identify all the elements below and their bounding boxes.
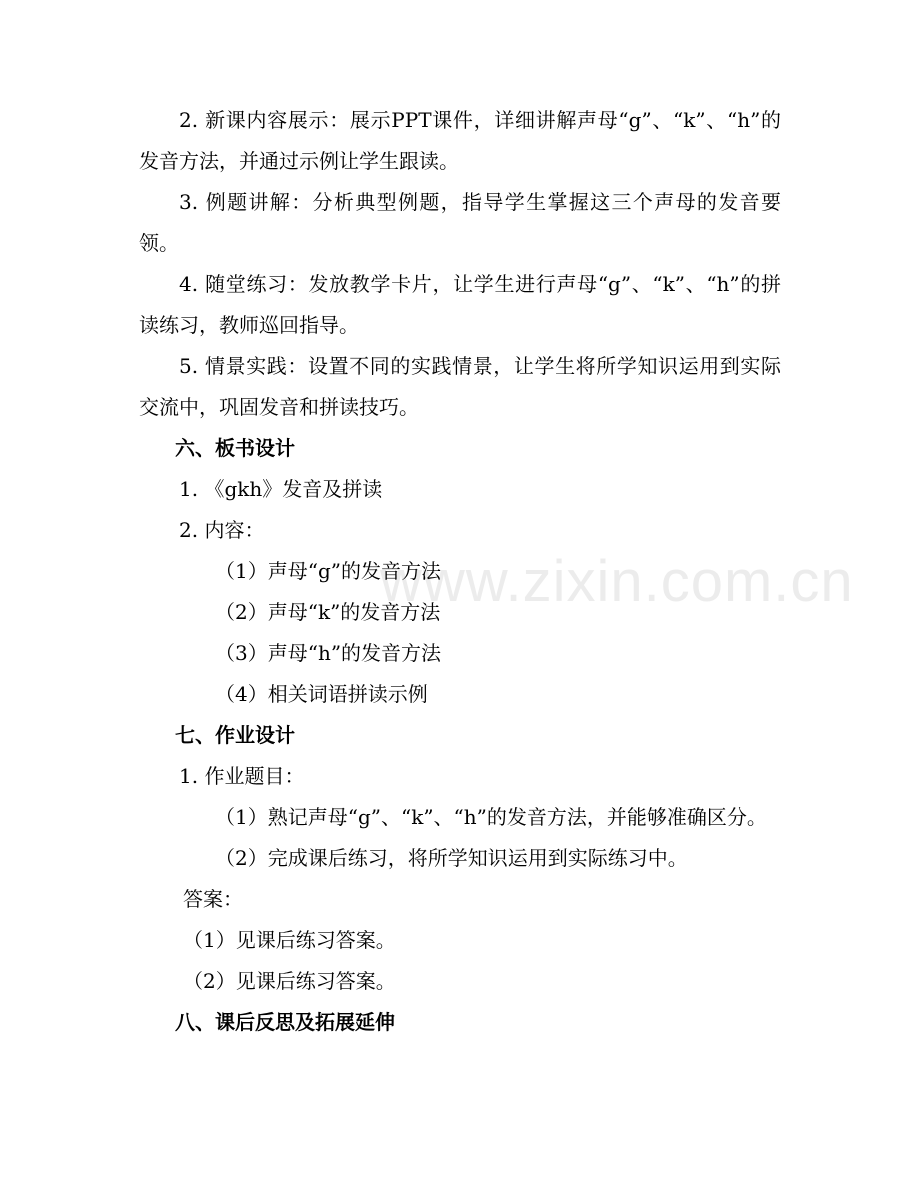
board-design-subitem: （4）相关词语拼读示例 xyxy=(215,682,428,706)
homework-task-2: （2）完成课后练习，将所学知识运用到实际练习中。 xyxy=(215,846,688,870)
board-design-subitem: （3）声母“h”的发音方法 xyxy=(215,641,442,665)
paragraph-scenario-practice: 5. 情景实践：设置不同的实践情景，让学生将所学知识运用到实际交流中，巩固发音和拼读技巧。 xyxy=(139,354,781,419)
board-design-subitem: （2）声母“k”的发音方法 xyxy=(215,600,441,624)
section-heading-reflection: 八、课后反思及拓展延伸 xyxy=(175,1010,395,1034)
paragraph-in-class-practice: 4. 随堂练习：发放教学卡片，让学生进行声母“g”、“k”、“h”的拼读练习，教师巡回指导。 xyxy=(139,272,781,337)
board-design-item-1: 1. 《gkh》发音及拼读 xyxy=(179,477,383,501)
watermark: www.zixin.com.cn xyxy=(380,549,854,614)
board-design-item-2: 2. 内容： xyxy=(179,518,265,542)
answer-item: （1）见课后练习答案。 xyxy=(183,928,396,952)
section-heading-board-design: 六、板书设计 xyxy=(175,436,295,460)
paragraph-new-lesson: 2. 新课内容展示：展示PPT课件，详细讲解声母“g”、“k”、“h”的发音方法，并通过示例让学生跟读。 xyxy=(139,108,781,173)
homework-item-1: 1. 作业题目： xyxy=(179,764,305,788)
paragraph-example-explanation: 3. 例题讲解：分析典型例题，指导学生掌握这三个声母的发音要领。 xyxy=(139,190,781,255)
answer-item: （2）见课后练习答案。 xyxy=(183,969,396,993)
document-body xyxy=(139,100,781,1043)
homework-task-1: （1）熟记声母“g”、“k”、“h”的发音方法，并能够准确区分。 xyxy=(215,805,767,829)
board-design-subitem: （1）声母“g”的发音方法 xyxy=(215,559,441,583)
answer-label: 答案： xyxy=(183,887,243,911)
section-heading-homework-design: 七、作业设计 xyxy=(175,723,295,747)
